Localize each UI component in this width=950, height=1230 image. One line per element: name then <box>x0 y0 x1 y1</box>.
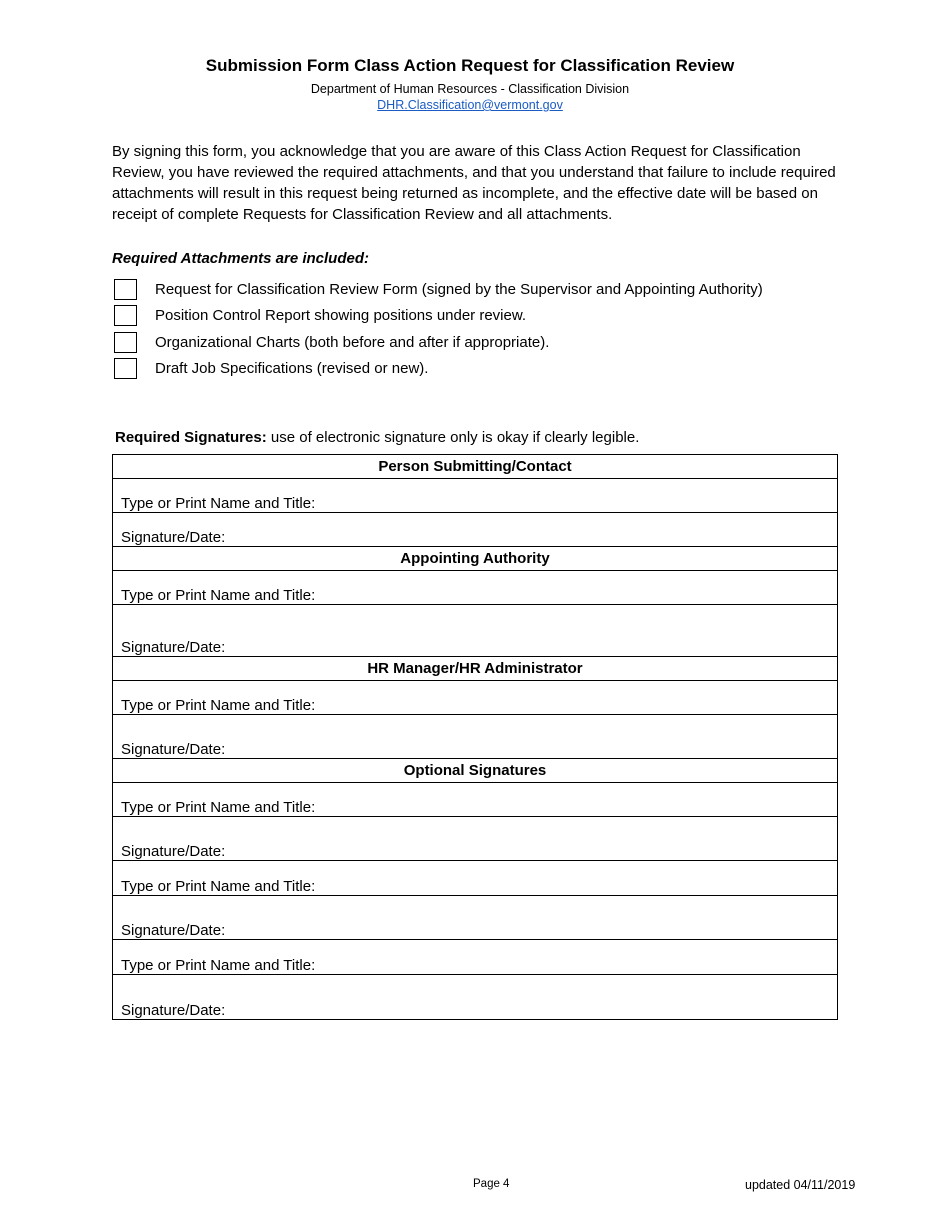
attachment-item <box>114 303 763 330</box>
name-title-row <box>113 681 838 715</box>
section-header-person-submitting: Person Submitting/Contact <box>113 455 838 479</box>
name-title-field[interactable]: Type or Print Name and Title: <box>113 861 838 896</box>
attachment-checkbox[interactable] <box>114 358 137 379</box>
attachment-checkbox[interactable] <box>114 332 137 353</box>
attachment-label: Organizational Charts (both before and after if appropriate). <box>155 333 550 351</box>
name-title-field[interactable]: Type or Print Name and Title: <box>113 783 838 817</box>
attachment-checkbox[interactable] <box>114 305 137 326</box>
section-header-hr-manager: HR Manager/HR Administrator <box>113 657 838 681</box>
intro-paragraph: By signing this form, you acknowledge that you are aware of this Class Action Request for Classification Review, you have reviewed the required attachments, and that you understand that failure to include required attachments will result in this request being returned as incomplete, and the effective date will be based on receipt of complete Requests for Classification Review and all attachments. <box>112 143 836 223</box>
name-title-field[interactable]: Type or Print Name and Title: <box>113 479 838 513</box>
signature-date-field[interactable]: Signature/Date: <box>113 715 838 759</box>
signature-date-field[interactable]: Signature/Date: <box>113 975 838 1020</box>
name-title-field[interactable]: Type or Print Name and Title: <box>113 940 838 975</box>
signature-date-field[interactable]: Signature/Date: <box>113 817 838 861</box>
name-title-row <box>113 571 838 605</box>
signature-date-row <box>113 896 838 940</box>
signature-date-row <box>113 605 838 657</box>
signature-date-row <box>113 975 838 1020</box>
attachments-heading: Required Attachments are included: <box>112 250 369 267</box>
signature-date-field[interactable]: Signature/Date: <box>113 605 838 657</box>
signatures-intro-bold: Required Signatures: <box>115 429 267 446</box>
signatures-table <box>112 454 838 1020</box>
attachment-label: Draft Job Specifications (revised or new). <box>155 360 429 378</box>
attachment-checkbox[interactable] <box>114 279 137 300</box>
page-title: Submission Form Class Action Request for Classification Review <box>205 56 735 75</box>
section-header-row <box>113 759 838 783</box>
signature-date-field[interactable]: Signature/Date: <box>113 513 838 547</box>
attachment-item <box>114 276 763 303</box>
section-header-appointing-authority: Appointing Authority <box>113 547 838 571</box>
signature-date-row <box>113 513 838 547</box>
signature-date-field[interactable]: Signature/Date: <box>113 896 838 940</box>
signature-date-row <box>113 817 838 861</box>
name-title-row <box>113 479 838 513</box>
attachments-list <box>114 276 763 382</box>
signatures-intro-text: use of electronic signature only is okay if clearly legible. <box>266 429 640 446</box>
name-title-row <box>113 940 838 975</box>
name-title-row <box>113 861 838 896</box>
signatures-intro <box>115 429 639 446</box>
attachment-item <box>114 329 763 356</box>
updated-date: updated 04/11/2019 <box>745 1178 856 1192</box>
section-header-row <box>113 547 838 571</box>
attachment-item <box>114 356 763 383</box>
section-header-row <box>113 455 838 479</box>
email-line <box>0 98 940 112</box>
name-title-row <box>113 783 838 817</box>
name-title-field[interactable]: Type or Print Name and Title: <box>113 571 838 605</box>
attachment-label: Position Control Report showing positions under review. <box>155 307 527 325</box>
email-link[interactable]: DHR.Classification@vermont.gov <box>377 98 563 112</box>
section-header-optional-signatures: Optional Signatures <box>113 759 838 783</box>
department-name: Department of Human Resources - Classification Division <box>310 82 630 96</box>
section-header-row <box>113 657 838 681</box>
attachment-label: Request for Classification Review Form (signed by the Supervisor and Appointing Authority) <box>155 280 763 298</box>
name-title-field[interactable]: Type or Print Name and Title: <box>113 681 838 715</box>
page-number: Page 4 <box>473 1178 510 1190</box>
signature-date-row <box>113 715 838 759</box>
